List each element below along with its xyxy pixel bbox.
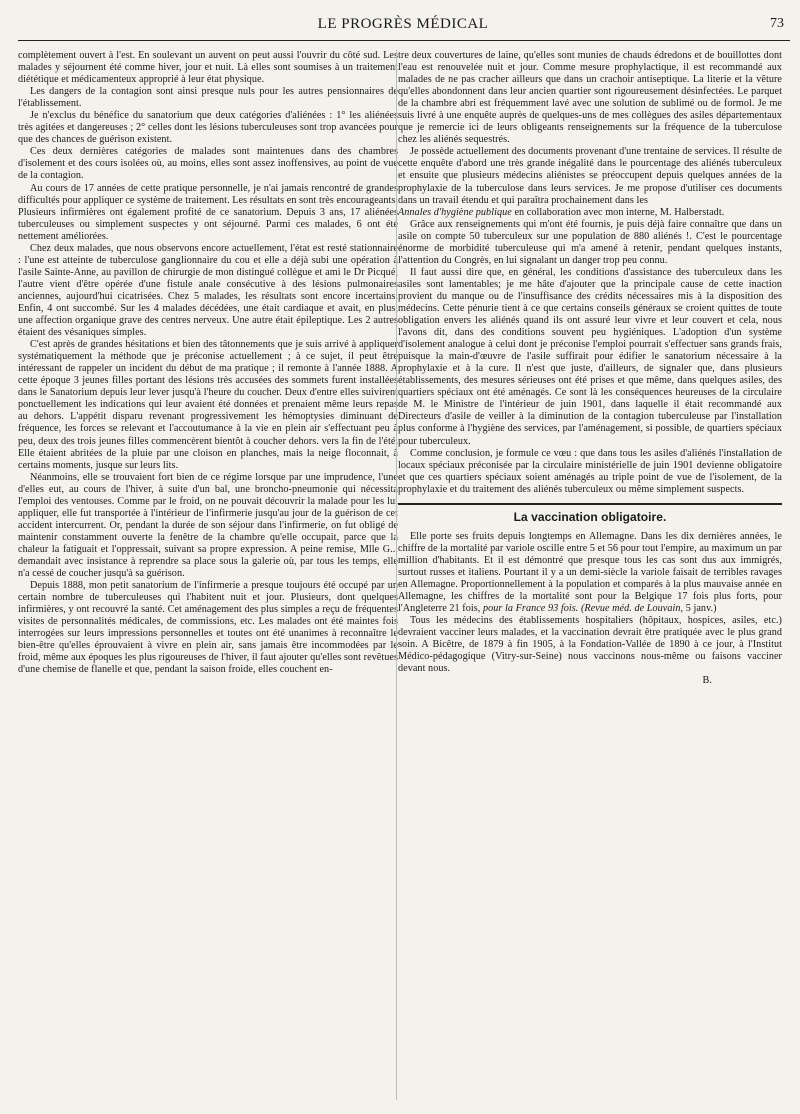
author-signature: B. xyxy=(702,675,712,687)
section-rule xyxy=(398,503,782,505)
paragraph: Les dangers de la contagion sont ainsi presque nuls pour les autres pensionnaires de l'établissement. xyxy=(18,86,398,110)
column-divider xyxy=(396,50,397,1100)
paragraph: Grâce aux renseignements qui m'ont été fournis, je puis déjà faire connaître que dans un asile on compte 50 tuberculeux sur une population de 880 aliénés !. C'est le pourcentage énorme de morbidité tuberculeuse qui m'a amené à retenir, pendant quelques instants, l'attention du Congrès, en lui signalant un danger trop peu connu. xyxy=(398,218,782,266)
paragraph: Je n'exclus du bénéfice du sanatorium que deux catégories d'aliénées : 1° les aliénées très agitées et dangereuses ; 2° celles dont les lésions tuberculeuses sont trop avancées pour que des chances de guérison existent. xyxy=(18,110,398,146)
paragraph: Comme conclusion, je formule ce vœu : que dans tous les asiles d'aliénés l'installation de locaux spéciaux préconisée par la circulaire ministérielle de juin 1901 devienne obligatoire et que ces quartiers spéciaux soient aménagés au triple point de vue de l'isolement, de la prophylaxie et du traitement des aliénés tuberculeux ou même simplement suspects. xyxy=(398,447,782,495)
paragraph-fragment: 5 janv.) xyxy=(685,603,717,615)
paragraph: Chez deux malades, que nous observons encore actuellement, l'état est resté stationnaire : l'une est atteinte de tuberculose ganglionnaire du cou et elle a déjà subi une opération à l'asile Sainte-Anne, au pavillon de chirurgie de mon distingué collègue et ami le Dr Picqué, l'autre vient d'être opérée d'une fistule anale consécutive à des lésions pulmonaires anciennes, aujourd'hui cicatrisées. Chez 5 malades, les résultats sont encore incertains. Enfin, 4 ont succombé. Sur les 4 malades décédées, une était cardiaque et avait, en plus, une affection organique grave des centres nerveux. Une autre était épileptique. Les 2 autres étaient des vésaniques simples. xyxy=(18,242,398,339)
paragraph: Néanmoins, elle se trouvaient fort bien de ce régime lorsque par une imprudence, l'une d'elles eut, au cours de l'hiver, à suite d'un bal, une broncho-pneumonie qui nécessita l'emploi des ventouses. Comme par le froid, on ne pouvait découvrir la malade pour les lui appliquer, elle fut transportée à l'intérieur de l'infirmerie jusqu'au jour de la guérison de cet accident intercurrent. Or, pendant la durée de son séjour dans l'infirmerie, on fut obligé de maintenir constamment ouverte la fenêtre de la chambre qu'elle occupait, parce que la chaleur la fatiguait et l'oppressait, suivant sa propre expression. A peine remise, Mlle G... demandait avec insistance à reprendre sa place sous la galerie où, par tous les temps, elle n'a cessé de coucher jusqu'à sa guérison. xyxy=(18,471,398,580)
paragraph: Je possède actuellement des documents provenant d'une trentaine de services. Il résulte de cette enquête d'abord une très grande inégalité dans le pourcentage des aliénés tuberculeux et ensuite que plusieurs médecins aliénistes se préoccupent depuis quelques années de la prophylaxie de la tuberculose dans leurs services. Je me propose d'utiliser ces documents dans un travail étendu et qui paraîtra prochainement dans les xyxy=(398,146,782,206)
paragraph: complètement ouvert à l'est. En soulevant un auvent on peut aussi l'ouvrir du côté sud. Les malades y séjournent été comme hiver, jour et nuit. Là elles sont soumises à un traitement diététique et médicamenteux approprié à leur état physique. xyxy=(18,50,398,86)
paragraph: Tous les médecins des établissements hospitaliers (hôpitaux, hospices, asiles, etc.) devraient vacciner leurs malades, et la vaccination devrait être pratiquée avec le plus grand soin. A Bicêtre, de 1879 à fin 1905, à la Fondation-Vallée de 1890 à ce jour, à l'Institut Médico-pédagogique (Vitry-sur-Seine) nous vaccinons nous-même ou faisons vacciner devant nous. xyxy=(398,615,782,675)
right-column xyxy=(398,50,782,1100)
paragraph: Depuis 1888, mon petit sanatorium de l'infirmerie a presque toujours été occupé par un certain nombre de tuberculeuses qui l'habitent nuit et jour. Plusieurs, dont quelques infirmières, y ont recouvré la santé. Cet aménagement des plus simples a reçu de fréquentes visites de personnalités médicales, de commissions, etc. Les malades ont été maintes fois interrogées sur leurs impressions personnelles et toutes ont été unanimes à reconnaître le bien-être qu'elles éprouvaient à vivre en plein air, sans jamais être incommodées par le froid, même aux époques les plus rigoureuses de l'hiver, il faut ajouter qu'elles sont revêtues d'une chemise de flanelle et que, pendant la saison froide, elles couchent en- xyxy=(18,580,398,676)
header-rule xyxy=(18,40,790,41)
journal-title: LE PROGRÈS MÉDICAL xyxy=(317,16,489,32)
paragraph: tre deux couvertures de laine, qu'elles sont munies de chauds édredons et de bouillottes dont l'eau est renouvelée nuit et jour. Comme mesure prophylactique, il est recommandé aux malades de ne pas cracher ailleurs que dans un crachoir antiseptique. La literie et la vêture qu'elles abondonnent dans leur ancien quartier sont rigoureusement désinfectées. Le parquet de la chambre abri est fréquemment lavé avec une solution de sublimé ou de formol. Je me suis livré à une enquête auprès de quelques-uns de mes collègues des asiles départementaux que je remercie ici de leurs obligeants renseignements sur la fréquence de la tuberculose chez les aliénés sequestrés. xyxy=(398,50,782,146)
paragraph-continuation xyxy=(398,207,782,219)
paragraph-fragment: Elle porte ses fruits depuis longtemps en Allemagne. Dans les dix dernières années, le chiffre de la mortalité par variole oscille entre 5 et 56 pour tout l'empire, au maximum un par million d'habitants. Et il est démontré que presque tous les cas sont dus aux immigrés, surtout russes et italiens. Pourtant il y a un demi-siècle la variole faisait de terribles ravages en Allemagne. Proportionnellement à la population et comparés à la plus mauvaise année en Allemagne, les chiffres de la mortalité sont pour la Belgique 17 fois plus forts, pour l'Angleterre 21 fois, xyxy=(398,530,782,615)
italic-fragment: pour la France 93 fois. (Revue méd. de Louvain, xyxy=(483,603,684,615)
page-header xyxy=(18,14,788,36)
section-title: La vaccination obligatoire. xyxy=(513,509,667,524)
page-number: 73 xyxy=(770,16,784,31)
paragraph: C'est après de grandes hésitations et bien des tâtonnements que je suis arrivé à appliquer systématiquement la méthode que je préconise actuellement ; à ce sujet, il peut être intéressant de rappeler un incident du début de ma pratique ; il remonte à l'année 1888. A cette époque 3 jeunes filles portant des lésions très accusées des sommets furent installées dans le Sanatorium depuis leur lever jusqu'à l'heure du coucher. Deux d'entre elles suivirent ponctuellement les indications qui leur avaient été données et prenaient même leurs repas au dehors. L'appétit disparu revenant progressivement les hémoptysies diminuant de fréquence, les forces se relevant et l'accoutumance à la vie en plein air s'effectuant peu à peu, deux des trois jeunes filles commencèrent bientôt à coucher dehors. vers la fin de l'été. Elle étaient abritées de la pluie par une cloison en planches, mais la neige floconnait, à certains moments, jusque sur leurs lits. xyxy=(18,339,398,471)
paragraph-fragment: en collaboration avec mon interne, M. Halberstadt. xyxy=(514,206,725,218)
paragraph: Ces deux dernières catégories de malades sont maintenues dans des chambres d'isolement et des cours isolées où, au moins, elles sont assez inoffensives, au point de vue de la contagion. xyxy=(18,146,398,182)
journal-reference: Annales d'hygiène publique xyxy=(398,206,512,218)
paragraph: Au cours de 17 années de cette pratique personnelle, je n'ai jamais rencontré de grandes difficultés pour appliquer ce système de traitement. Les résultats en sont très encourageants. Plusieurs infirmières ont également profité de ce sanatorium. Depuis 3 ans, 17 aliénées tuberculeuses ou simplement suspectes y ont séjourné. Parmi ces malades, 6 ont été nettement améliorées. xyxy=(18,182,398,242)
left-column xyxy=(18,50,398,1100)
paragraph: Il faut aussi dire que, en général, les conditions d'assistance des tuberculeux dans les asiles sont lamentables; je me hâte d'ajouter que la principale cause de cette inaction provient du manque ou de l'insuffisance des crédits nécessaires mis à la disposition des médecins. Cette pénurie tient à ce que certains conseils généraux se croient quittes de toute obligation envers les aliénés quand ils ont assuré leur vivre et leur couvert et cela, nous l'avons dit, dans des conditions souvent peu hygiéniques. L'adoption d'un système d'isolement analogue à celui dont je préconise l'emploi pourrait s'effectuer sans grands frais, puisque la main-d'œuvre de l'asile suffirait pour édifier le sanatorium nécessaire à la prophylaxie et à la cure. Il n'est que juste, d'ailleurs, de signaler que, dans plusieurs établissements, des mesures sérieuses ont été prises et que même, dans quelques asiles, des quartiers spéciaux ont été aménagés. Ce sont là les conséquences heureuses de la circulaire de M. le Ministre de l'intérieur de juin 1901, dans laquelle il était recommandé aux Directeurs d'asile de veiller à la diminution de la contagion tuberculeuse par l'installation plus conforme à l'hygiène des services, par l'aménagement, si possible, de quartiers spéciaux pour tuberculeux. xyxy=(398,266,782,447)
paragraph xyxy=(398,531,782,615)
